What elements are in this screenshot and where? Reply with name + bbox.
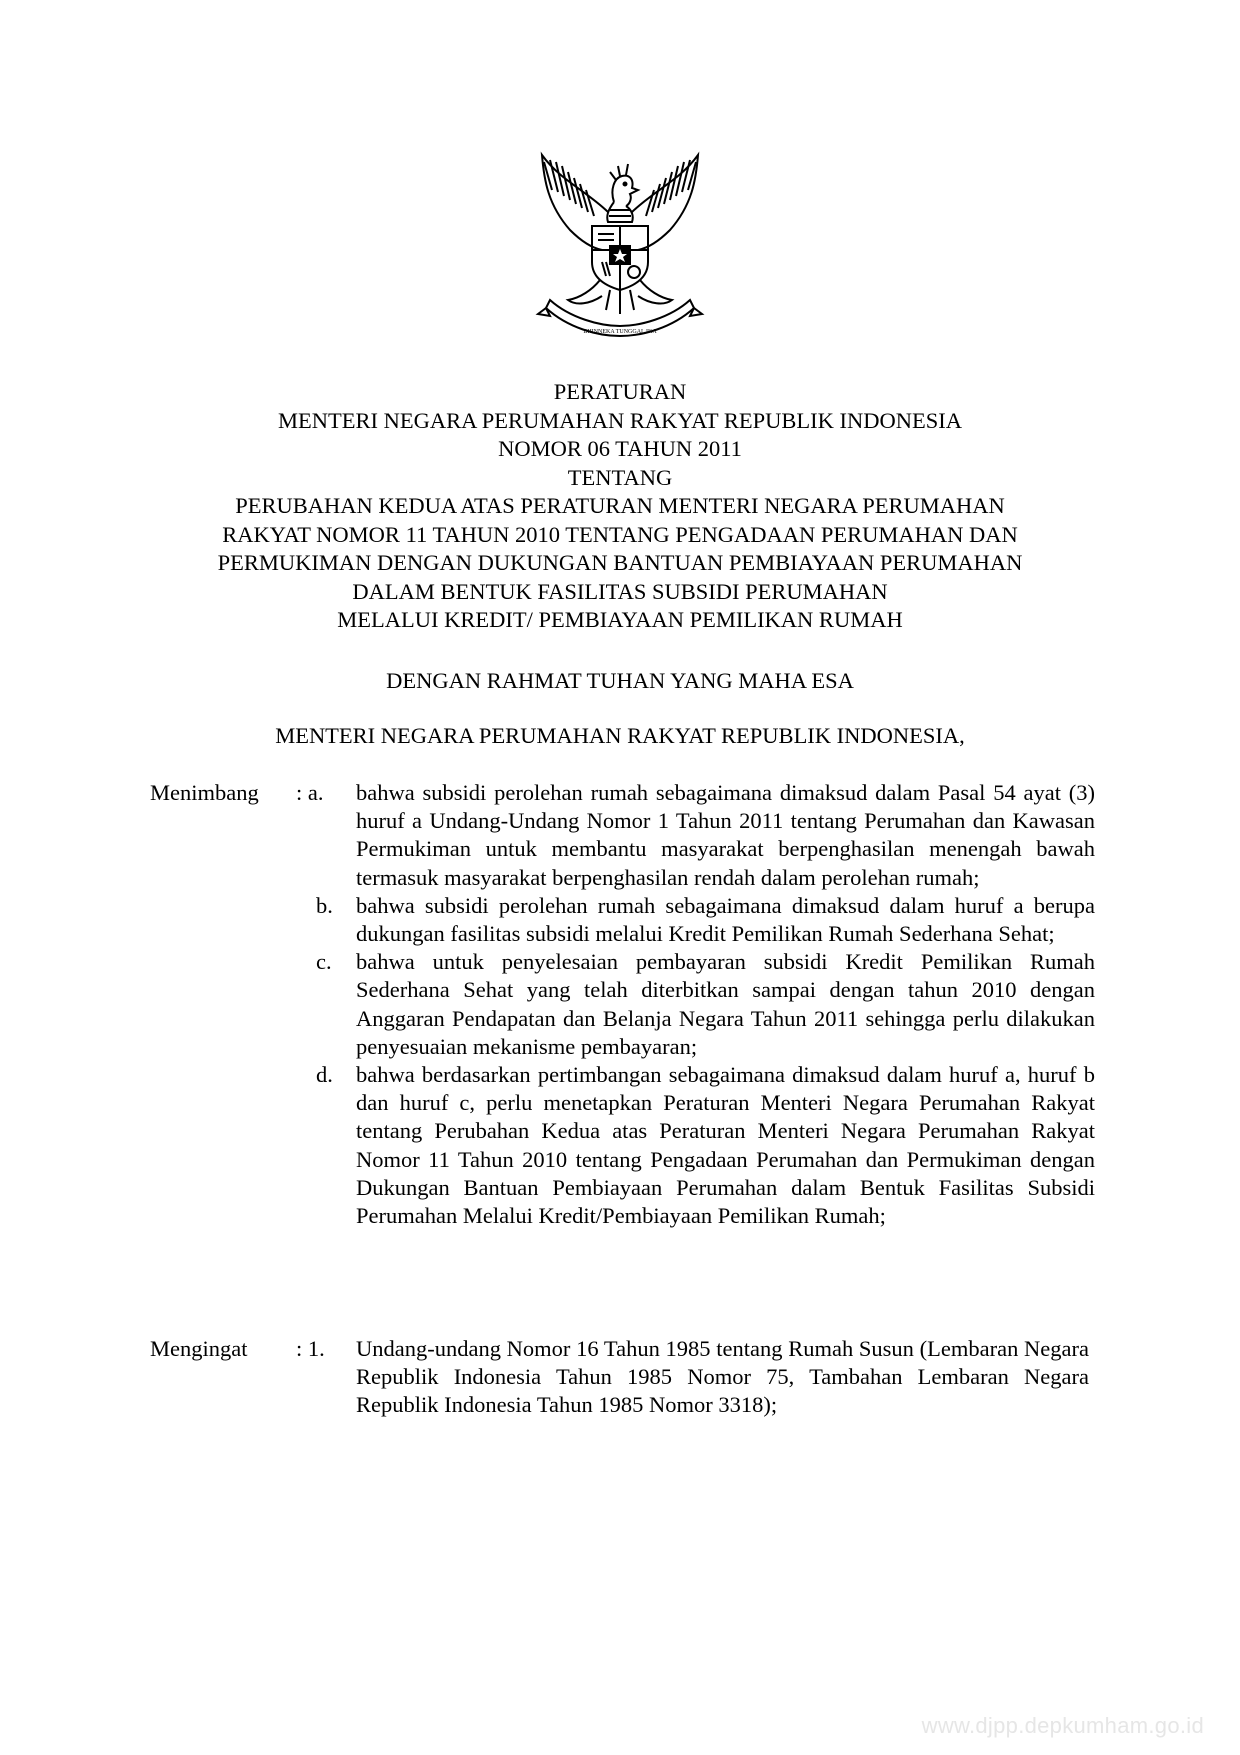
invocation-line: DENGAN RAHMAT TUHAN YANG MAHA ESA xyxy=(386,668,854,693)
consideration-item xyxy=(150,779,1095,892)
item-text: Undang-undang Nomor 16 Tahun 1985 tentang Rumah Susun (Lembaran Negara Republik Indonesia Tahun 1985 Nomor 75, Tambahan Lembaran Negara Republik Indonesia Tahun 1985 Nomor 3318); xyxy=(356,1336,1089,1418)
menimbang-section xyxy=(150,779,1095,1230)
legal-basis-item xyxy=(150,1335,1089,1420)
title-line: TENTANG xyxy=(567,464,673,490)
title-line: NOMOR 06 TAHUN 2011 xyxy=(498,436,742,461)
source-watermark: www.djpp.depkumham.go.id xyxy=(921,1713,1204,1738)
mengingat-label: Mengingat xyxy=(150,1336,248,1361)
minister-line: MENTERI NEGARA PERUMAHAN RAKYAT REPUBLIK INDONESIA, xyxy=(275,723,965,748)
title-line: DALAM BENTUK FASILITAS SUBSIDI PERUMAHAN xyxy=(352,578,888,604)
item-marker: : 1. xyxy=(296,1336,325,1361)
consideration-item xyxy=(150,892,1095,948)
title-line: MELALUI KREDIT/ PEMBIAYAAN PEMILIKAN RUMAH xyxy=(337,607,903,632)
title-line: RAKYAT NOMOR 11 TAHUN 2010 TENTANG PENGADAAN PERUMAHAN DAN xyxy=(222,521,1018,547)
title-line: PERMUKIMAN DENGAN DUKUNGAN BANTUAN PEMBIAYAAN PERUMAHAN xyxy=(217,550,1023,575)
consideration-item xyxy=(150,1061,1095,1230)
menimbang-label: Menimbang xyxy=(150,780,259,805)
title-line: MENTERI NEGARA PERUMAHAN RAKYAT REPUBLIK INDONESIA xyxy=(278,407,962,433)
item-marker: b. xyxy=(316,892,333,918)
item-text: bahwa berdasarkan pertimbangan sebagaimana dimaksud dalam huruf a, huruf b dan huruf c, perlu menetapkan Peraturan Menteri Negara Perumahan Rakyat tentang Perubahan Kedua atas Peraturan Menteri Negara Perumahan Rakyat Nomor 11 Tahun 2010 tentang Pengadaan Perumahan dan Permukiman dengan Dukungan Bantuan Pembiayaan Perumahan dalam Bentuk Fasilitas Subsidi Perumahan Melalui Kredit/Pembiayaan Pemilikan Rumah; xyxy=(356,1062,1095,1229)
item-marker: : a. xyxy=(296,780,324,805)
emblem-motto: BHINNEKA TUNGGAL IKA xyxy=(583,329,657,335)
title-line: PERUBAHAN KEDUA ATAS PERATURAN MENTERI NEGARA PERUMAHAN xyxy=(235,493,1005,518)
item-text: bahwa subsidi perolehan rumah sebagaimana dimaksud dalam Pasal 54 ayat (3) huruf a Undang-Undang Nomor 1 Tahun 2011 tentang Perumahan dan Kawasan Permukiman untuk membantu masyarakat berpenghasilan menengah bawah termasuk masyarakat berpenghasilan rendah dalam perolehan rumah; xyxy=(356,780,1095,890)
item-text: bahwa untuk penyelesaian pembayaran subsidi Kredit Pemilikan Rumah Sederhana Sehat yang telah diterbitkan sampai dengan tahun 2010 dengan Anggaran Pendapatan dan Belanja Negara Tahun 2011 sehingga perlu dilakukan penyesuaian mekanisme pembayaran; xyxy=(356,949,1095,1059)
item-text: bahwa subsidi perolehan rumah sebagaimana dimaksud dalam huruf a berupa dukungan fasilitas subsidi melalui Kredit Pemilikan Rumah Sederhana Sehat; xyxy=(356,892,1095,947)
item-marker: c. xyxy=(316,949,332,975)
consideration-item xyxy=(150,948,1095,1061)
regulation-title xyxy=(130,378,1110,635)
item-marker: d. xyxy=(316,1062,333,1088)
garuda-emblem-icon xyxy=(530,150,710,340)
mengingat-section xyxy=(150,1335,1089,1420)
title-line: PERATURAN xyxy=(553,379,687,404)
